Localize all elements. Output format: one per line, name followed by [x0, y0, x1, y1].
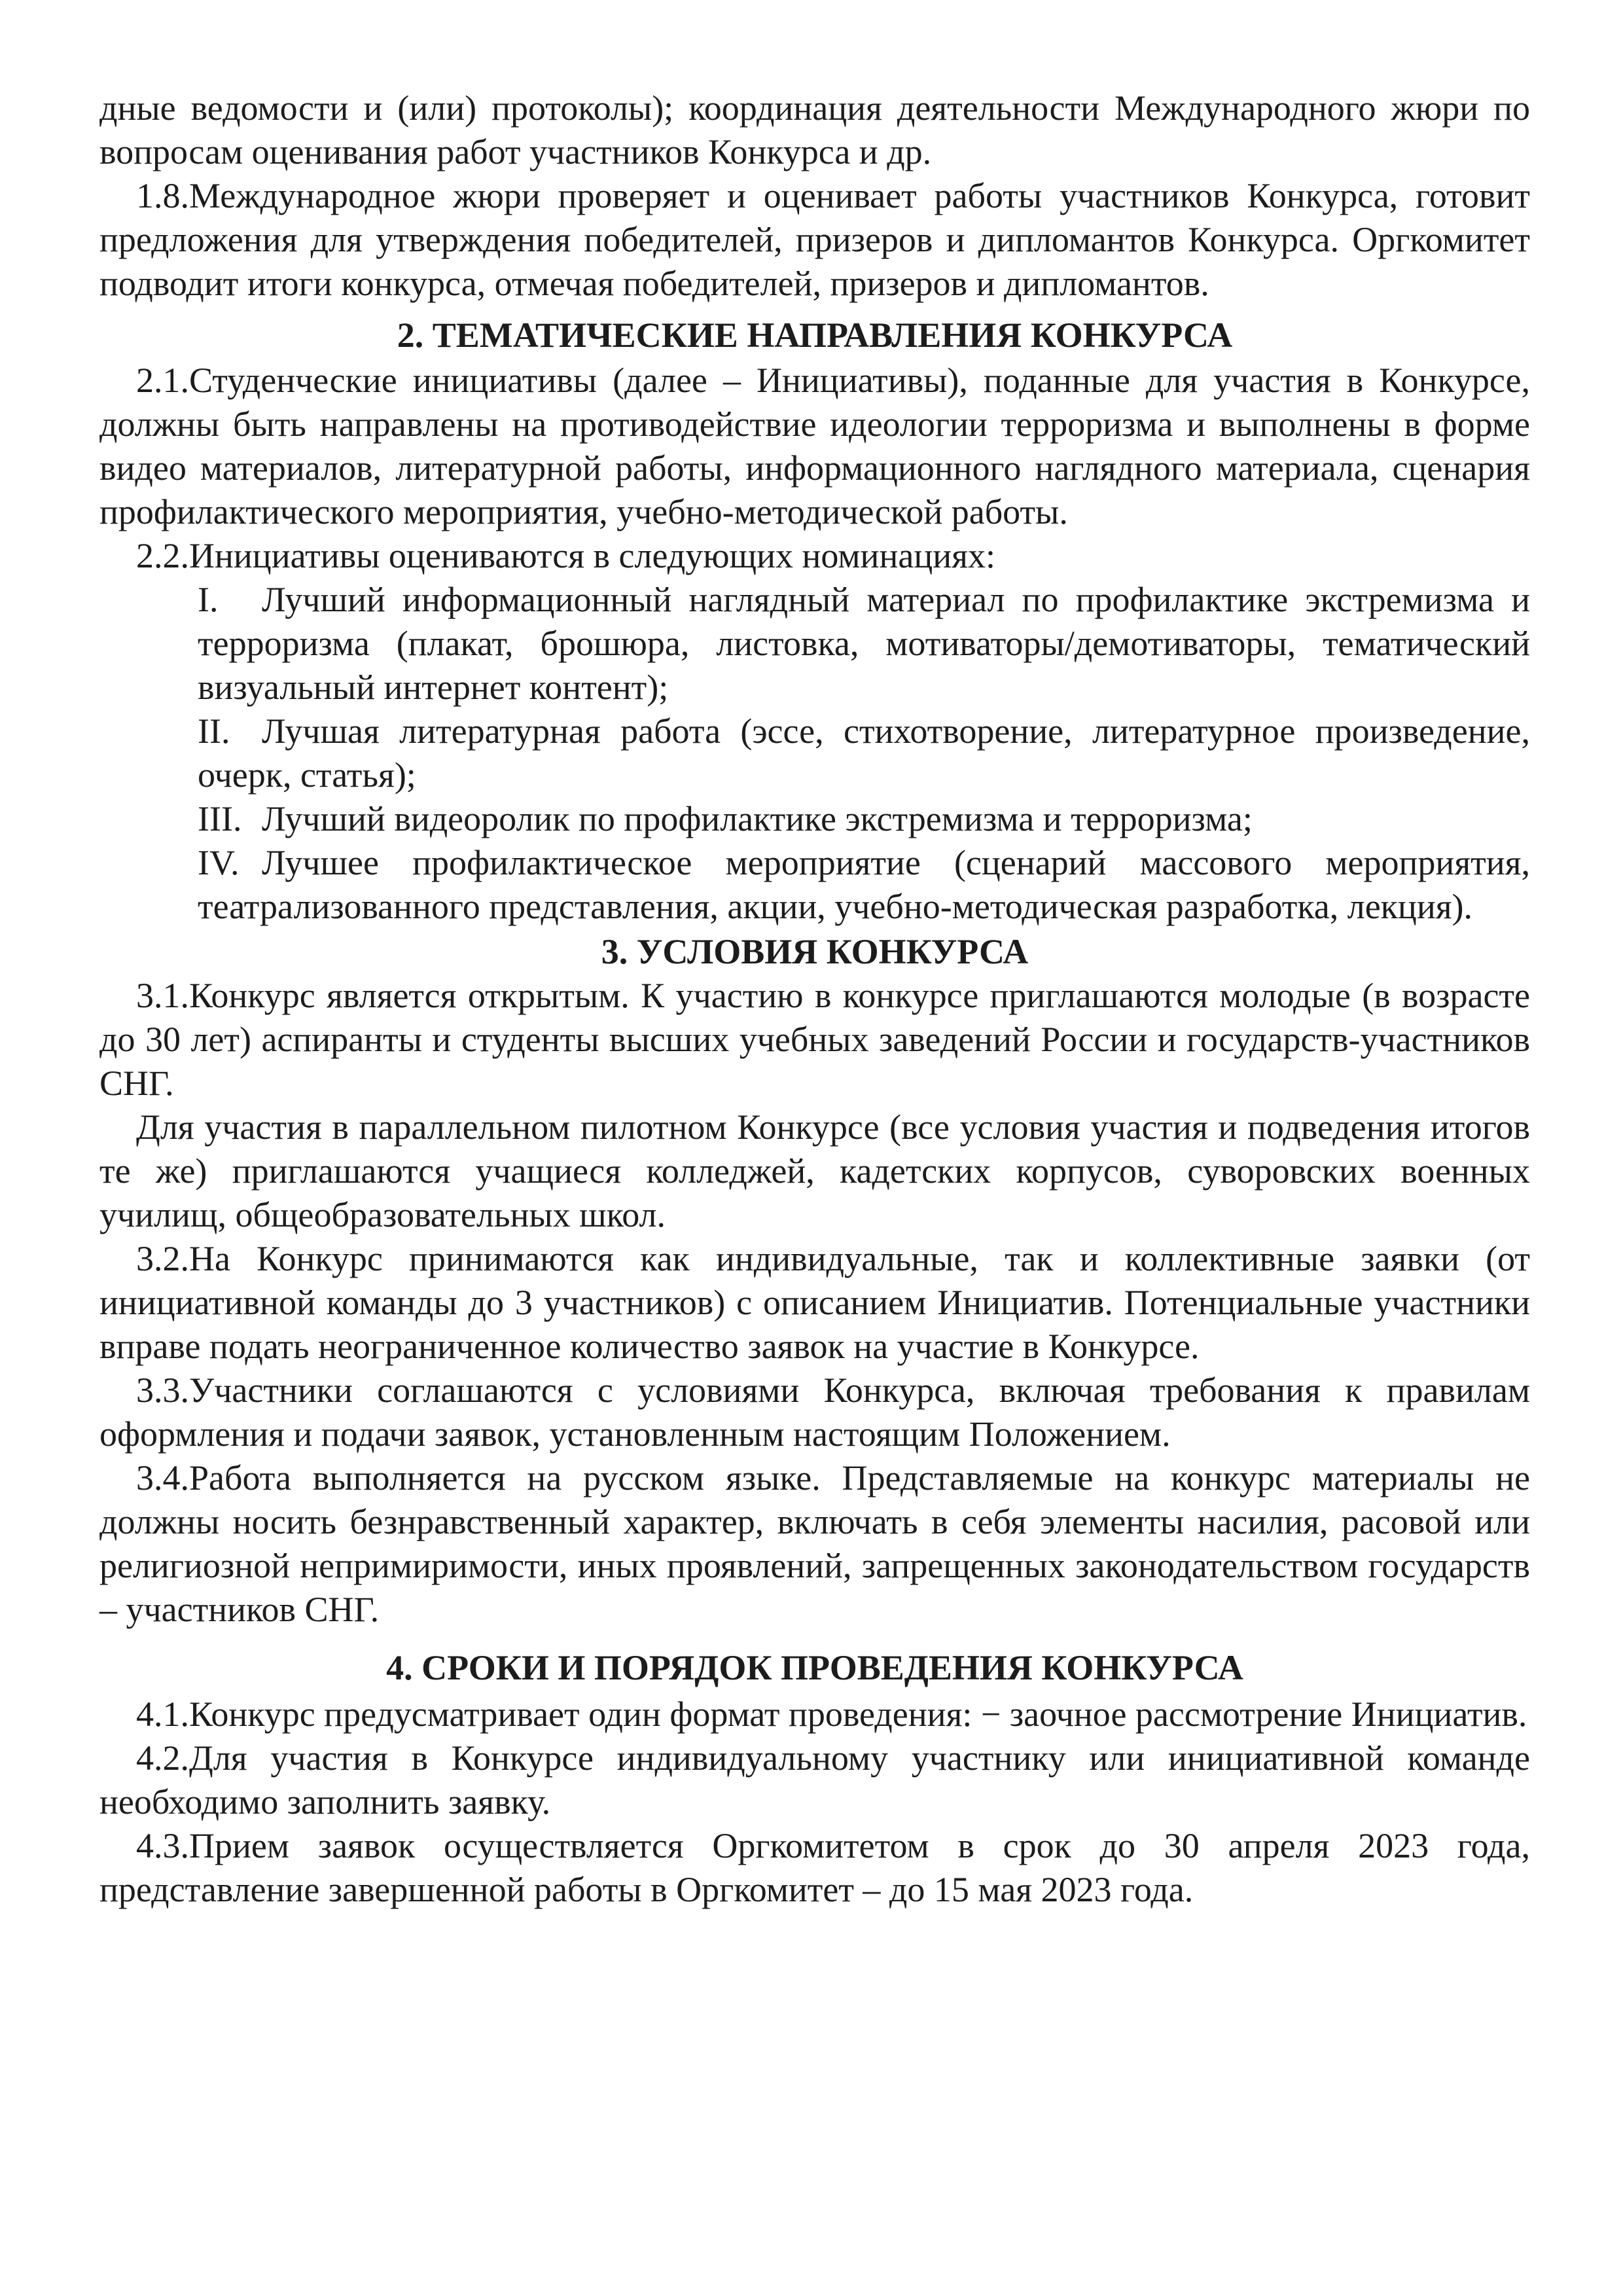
paragraph-3-1: 3.1.Конкурс является открытым. К участию в конкурсе приглашаются молодые (в возрасте до 30 лет) аспиранты и студенты высших учебных заведений России и государств-участников СНГ. — [99, 976, 1530, 1103]
paragraph-4-2: 4.2.Для участия в Конкурсе индивидуальному участнику или инициативной команде необходимо заполнить заявку. — [99, 1738, 1530, 1821]
nomination-item-1 — [198, 578, 1530, 709]
nomination-number: IV. — [198, 843, 240, 882]
nomination-number: I. — [198, 580, 219, 619]
paragraph-1-8: 1.8.Международное жюри проверяет и оценивает работы участников Конкурса, готовит предложения для утверждения победителей, призеров и дипломантов Конкурса. Оргкомитет подводит итоги конкурса, отмечая победителей, призеров и дипломантов. — [99, 176, 1530, 303]
paragraph-continuation: дные ведомости и (или) протоколы); координация деятельности Международного жюри по вопросам оценивания работ участников Конкурса и др. — [99, 88, 1530, 171]
nomination-number: II. — [198, 711, 230, 751]
document-page — [99, 86, 1530, 1912]
nomination-text: Лучшее профилактическое мероприятие (сценарий массового мероприятия, театрализованного представления, акции, учебно-методическая разработка, лекция). — [198, 843, 1530, 926]
paragraph-2-2: 2.2.Инициативы оцениваются в следующих номинациях: — [136, 536, 995, 575]
paragraph-4-1: 4.1.Конкурс предусматривает один формат проведения: − заочное рассмотрение Инициатив. — [136, 1695, 1527, 1734]
paragraph-3-1-pilot: Для участия в параллельном пилотном Конкурсе (все условия участия и подведения итогов те же) приглашаются учащиеся колледжей, кадетских корпусов, суворовских военных училищ, общеобразовательных школ. — [99, 1107, 1530, 1234]
nomination-item-3 — [198, 797, 1530, 841]
paragraph-4-3: 4.3.Прием заявок осуществляется Оргкомитетом в срок до 30 апреля 2023 года, представление завершенной работы в Оргкомитет – до 15 мая 2023 года. — [99, 1826, 1530, 1909]
nomination-item-2 — [198, 709, 1530, 797]
paragraph-3-4: 3.4.Работа выполняется на русском языке. Представляемые на конкурс материалы не должны носить безнравственный характер, включать в себя элементы насилия, расовой или религиозной непримиримости, иных проявлений, запрещенных законодательством государств – участников СНГ. — [99, 1458, 1530, 1629]
nomination-item-4 — [198, 841, 1530, 929]
section-2-heading: 2. ТЕМАТИЧЕСКИЕ НАПРАВЛЕНИЯ КОНКУРСА — [397, 315, 1233, 355]
paragraph-2-1: 2.1.Студенческие инициативы (далее – Инициативы), поданные для участия в Конкурсе, должны быть направлены на противодействие идеологии терроризма и выполнены в форме видео материалов, литературной работы, информационного наглядного материала, сценария профилактического мероприятия, учебно-методической работы. — [99, 361, 1530, 531]
nomination-text: Лучший видеоролик по профилактике экстремизма и терроризма; — [262, 799, 1253, 838]
section-3-heading: 3. УСЛОВИЯ КОНКУРСА — [601, 932, 1029, 971]
nomination-text: Лучший информационный наглядный материал по профилактике экстремизма и терроризма (плакат, брошюра, листовка, мотиваторы/демотиваторы, тематический визуальный интернет контент); — [198, 580, 1530, 707]
paragraph-3-2: 3.2.На Конкурс принимаются как индивидуальные, так и коллективные заявки (от инициативной команды до 3 участников) с описанием Инициатив. Потенциальные участники вправе подать неограниченное количество заявок на участие в Конкурсе. — [99, 1239, 1530, 1366]
nomination-number: III. — [198, 799, 242, 838]
paragraph-3-3: 3.3.Участники соглашаются с условиями Конкурса, включая требования к правилам оформления и подачи заявок, установленным настоящим Положением. — [99, 1371, 1530, 1454]
nomination-text: Лучшая литературная работа (эссе, стихотворение, литературное произведение, очерк, статья); — [198, 711, 1530, 795]
section-4-heading: 4. СРОКИ И ПОРЯДОК ПРОВЕДЕНИЯ КОНКУРСА — [386, 1648, 1243, 1687]
